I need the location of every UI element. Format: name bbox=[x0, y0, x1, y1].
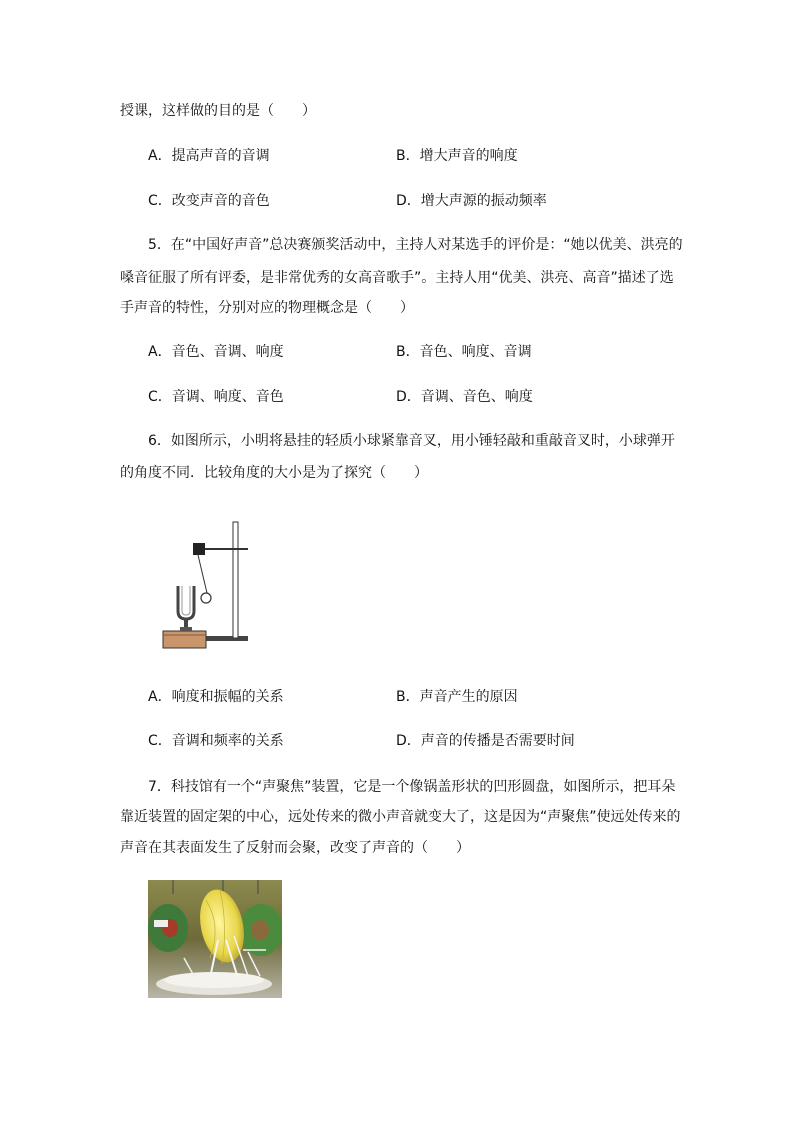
q6-option-d: D．声音的传播是否需要时间 bbox=[396, 733, 575, 749]
q7-stem-line-2: 靠近装置的固定架的中心，远处传来的微小声音就变大了，这是因为“声聚焦”使远处传来的 bbox=[120, 809, 681, 825]
q6-option-c: C．音调和频率的关系 bbox=[148, 733, 284, 749]
q6-option-a: A．响度和振幅的关系 bbox=[148, 689, 284, 705]
tuning-fork-figure bbox=[160, 518, 260, 652]
q6-option-b: B．声音产生的原因 bbox=[396, 689, 518, 705]
q4-option-b: B．增大声音的响度 bbox=[396, 148, 518, 164]
q6-stem-line-1: 6．如图所示，小明将悬挂的轻质小球紧靠音叉，用小锤轻敲和重敲音叉时，小球弹开 bbox=[148, 433, 675, 449]
q4-option-d: D．增大声源的振动频率 bbox=[396, 193, 547, 209]
q5-stem-line-3: 手声音的特性，分别对应的物理概念是（ ） bbox=[120, 300, 414, 316]
q5-option-c: C．音调、响度、音色 bbox=[148, 389, 284, 405]
q4-stem-tail: 授课，这样做的目的是（ ） bbox=[120, 103, 316, 119]
q5-stem-line-2: 嗓音征服了所有评委，是非常优秀的女高音歌手”。主持人用“优美、洪亮、高音”描述了选 bbox=[120, 270, 674, 286]
sound-focus-dish-photo bbox=[148, 880, 282, 998]
q6-stem-line-2: 的角度不同．比较角度的大小是为了探究（ ） bbox=[120, 465, 428, 481]
q5-option-d: D．音调、音色、响度 bbox=[396, 389, 533, 405]
q4-option-a: A．提高声音的音调 bbox=[148, 148, 270, 164]
q5-stem-line-1: 5．在“中国好声音”总决赛颁奖活动中，主持人对某选手的评价是：“她以优美、洪亮的 bbox=[148, 237, 683, 253]
q7-stem-line-1: 7．科技馆有一个“声聚焦”装置，它是一个像锅盖形状的凹形圆盘，如图所示，把耳朵 bbox=[148, 779, 676, 795]
q5-option-a: A．音色、音调、响度 bbox=[148, 344, 284, 360]
q4-option-c: C．改变声音的音色 bbox=[148, 193, 270, 209]
q5-option-b: B．音色、响度、音调 bbox=[396, 344, 532, 360]
q7-stem-line-3: 声音在其表面发生了反射而会聚，改变了声音的（ ） bbox=[120, 840, 470, 856]
